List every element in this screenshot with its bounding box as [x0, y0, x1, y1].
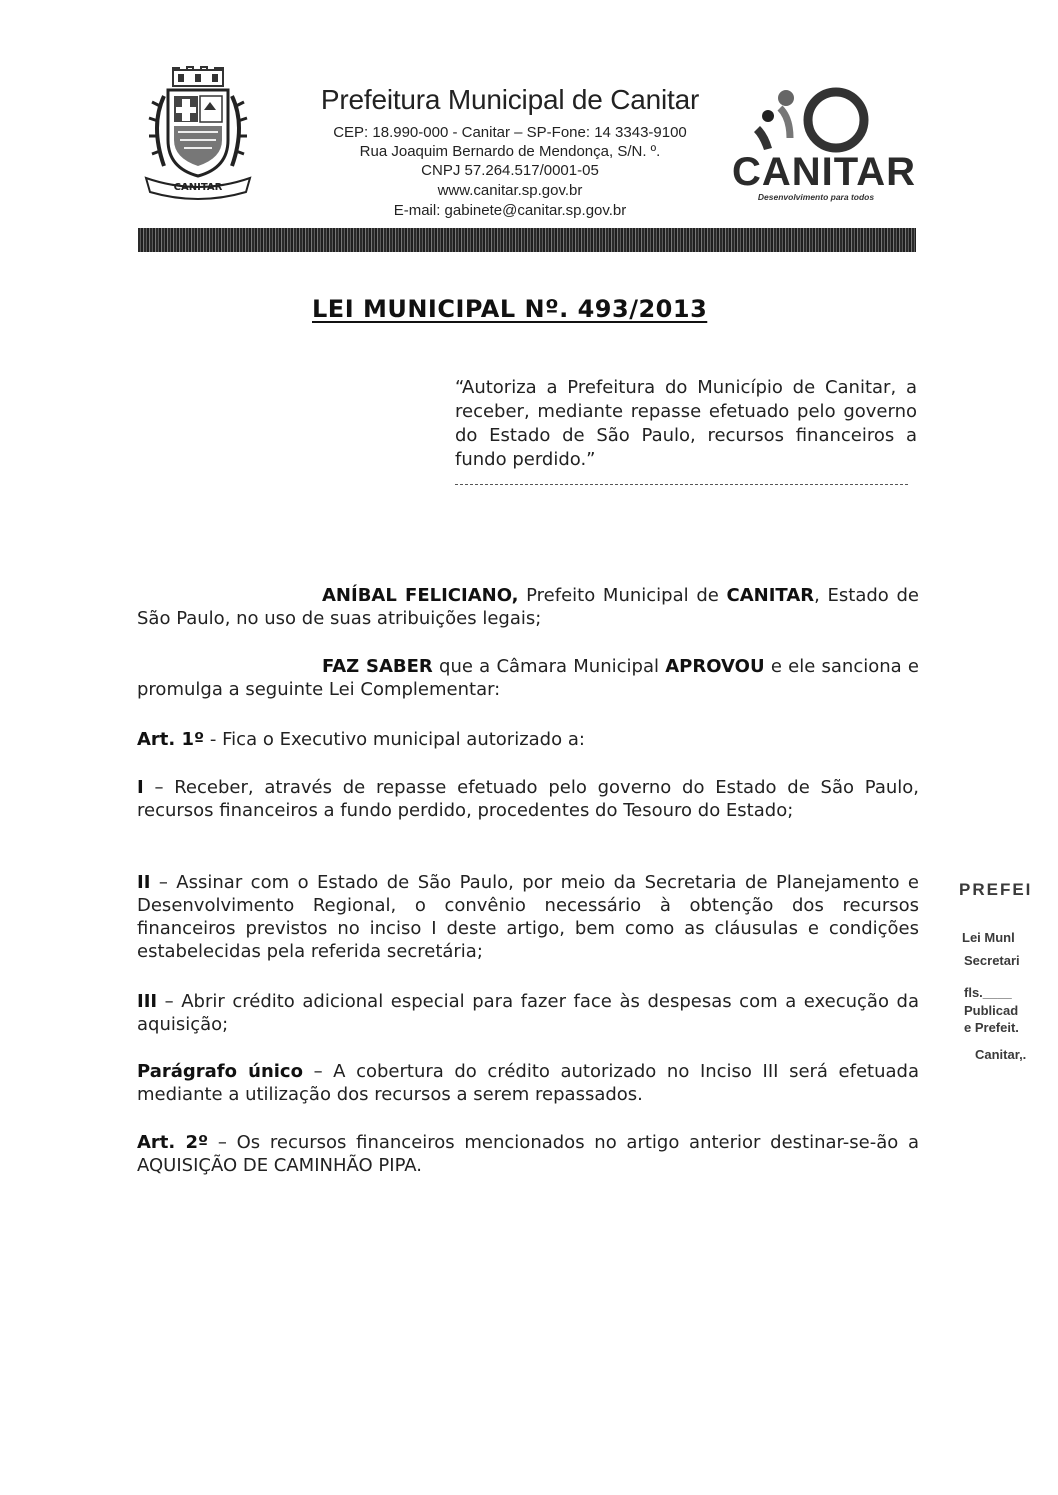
stamp-line: fls.____ — [964, 985, 1012, 1000]
brand-tagline: Desenvolvimento para todos — [757, 192, 875, 202]
paragrafo-unico: Parágrafo único – A cobertura do crédito autorizado no Inciso III será efetuada mediante a utilização dos recursos a serem repassados. — [137, 1061, 919, 1105]
inciso-2: II – Assinar com o Estado de São Paulo, por meio da Secretaria de Planejamento e Desenvolvimento Regional, o convênio necessário à obtenção dos recursos financeiros previstos no inciso I deste artigo, bem como as cláusulas e condições estabelecidas pela referida secretária; — [137, 872, 919, 962]
mayor-name: ANÍBAL FELICIANO, — [322, 585, 519, 606]
inciso-label: II — [137, 872, 151, 893]
inciso-label: I — [137, 777, 144, 798]
coat-of-arms-icon — [138, 66, 258, 206]
stamp-line: e Prefeit. — [964, 1020, 1019, 1035]
header-address-line: CEP: 18.990-000 - Canitar – SP-Fone: 14 3343-9100 — [333, 124, 687, 141]
paragrafo-label: Parágrafo único — [137, 1061, 303, 1082]
law-title: LEI MUNICIPAL Nº. 493/2013 — [312, 295, 708, 323]
inciso-3: III – Abrir crédito adicional especial para fazer face às despesas com a execução da aquisição; — [137, 991, 919, 1035]
stamp-line: Secretari — [964, 953, 1020, 968]
enactment-paragraph: FAZ SABER que a Câmara Municipal APROVOU e ele sanciona e promulga a seguinte Lei Complementar: — [137, 656, 920, 700]
header-website-line: www.canitar.sp.gov.br — [437, 182, 583, 199]
header-address-line: Rua Joaquim Bernardo de Mendonça, S/N. º. — [359, 143, 661, 160]
brand-name: CANITAR — [732, 150, 917, 194]
mayor-paragraph: ANÍBAL FELICIANO, Prefeito Municipal de CANITAR, Estado de São Paulo, no uso de suas atribuições legais; — [137, 585, 919, 629]
article-label: Art. 1º — [137, 729, 205, 750]
stamp-title: PREFEI — [959, 880, 1033, 899]
article-label: Art. 2º — [137, 1132, 209, 1153]
header-email-line: E-mail: gabinete@canitar.sp.gov.br — [393, 202, 627, 219]
ementa-divider — [455, 484, 908, 485]
stamp-line: Canitar,. — [975, 1047, 1027, 1062]
header-divider-bar — [138, 228, 916, 252]
law-ementa: “Autoriza a Prefeitura do Município de Canitar, a receber, mediante repasse efetuado pelo governo do Estado de São Paulo, recursos financeiros a fundo perdido.” — [455, 377, 917, 470]
article-2: Art. 2º – Os recursos financeiros mencionados no artigo anterior destinar-se-ão a AQUISIÇÃO DE CAMINHÃO PIPA. — [137, 1132, 919, 1176]
svg-text:CANITAR: CANITAR — [173, 182, 223, 193]
stamp-line: Lei Munl — [962, 930, 1015, 945]
article-1: Art. 1º - Fica o Executivo municipal autorizado a: — [137, 729, 585, 750]
municipality-title: Prefeitura Municipal de Canitar — [320, 84, 700, 115]
stamp-line: Publicad — [964, 1003, 1019, 1018]
header-cnpj-line: CNPJ 57.264.517/0001-05 — [421, 162, 599, 179]
inciso-1: I – Receber, através de repasse efetuado pelo governo do Estado de São Paulo, recursos financeiros a fundo perdido, procedentes do Tesouro do Estado; — [137, 777, 919, 821]
city-name: CANITAR — [726, 585, 815, 606]
inciso-label: III — [137, 991, 158, 1012]
